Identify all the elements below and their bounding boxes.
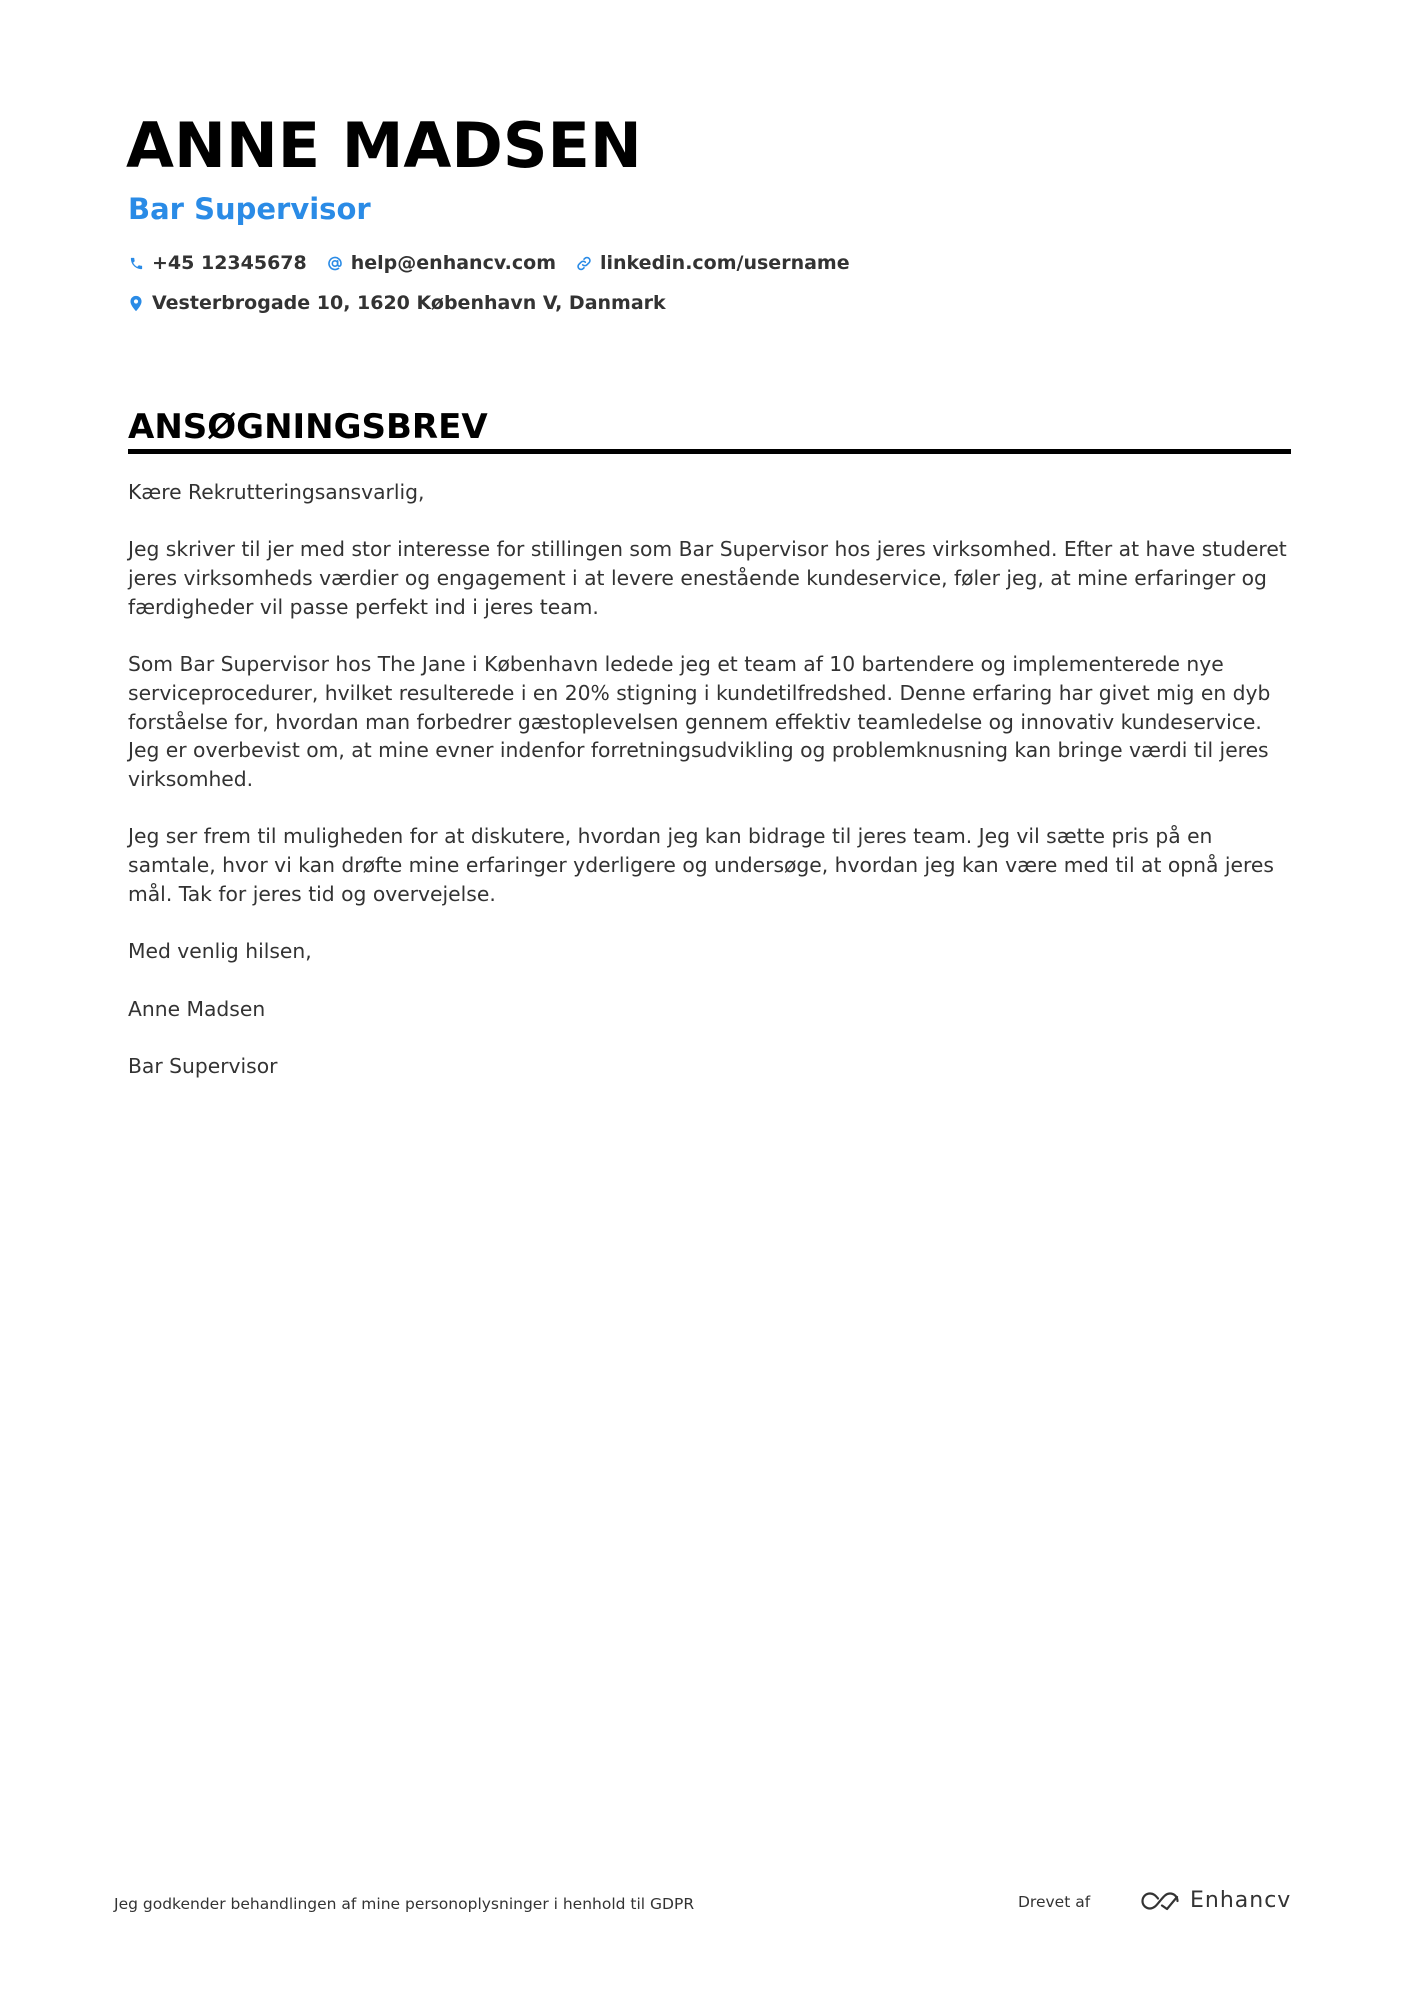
contact-phone [128, 252, 307, 274]
contact-email[interactable] [327, 252, 556, 274]
phone-icon [128, 254, 144, 272]
linkedin-text[interactable]: linkedin.com/username [600, 252, 850, 274]
signature-title: Bar Supervisor [128, 1053, 278, 1078]
letter-paragraph: Jeg ser frem til muligheden for at diskutere, hvordan jeg kan bidrage til jeres team. Jeg vil sætte pris på en samtale, hvor vi kan drøfte mine erfaringer yderligere og undersøge, hvordan jeg kan være med til at opnå jeres mål. Tak for jeres tid og overvejelse. [128, 824, 1274, 906]
gdpr-consent-text: Jeg godkender behandlingen af mine personoplysninger i henhold til GDPR [114, 1895, 695, 1913]
email-text[interactable]: help@enhancv.com [350, 252, 556, 274]
infinity-logo-icon [1138, 1889, 1182, 1913]
section-divider [128, 449, 1291, 454]
applicant-name: ANNE MADSEN [126, 109, 642, 182]
letter-paragraph: Jeg skriver til jer med stor interesse for stillingen som Bar Supervisor hos jeres virksomhed. Efter at have studeret jeres virksomheds værdier og engagement i at levere enestående kundeservice, føler jeg, at mine erfaringer og færdigheder vil passe perfekt ind i jeres team. [128, 537, 1287, 619]
link-icon [576, 254, 592, 272]
enhancv-logo[interactable] [1138, 1888, 1291, 1913]
section-heading: ANSØGNINGSBREV [128, 407, 488, 447]
contact-row-primary [128, 252, 850, 274]
letter-greeting: Kære Rekrutteringsansvarlig, [128, 480, 425, 504]
contact-linkedin[interactable] [576, 252, 850, 274]
applicant-job-title: Bar Supervisor [128, 192, 371, 226]
address-text: Vesterbrogade 10, 1620 København V, Danmark [152, 292, 666, 314]
letter-body [128, 478, 1298, 1109]
contact-row-address [128, 292, 666, 314]
letter-paragraph: Som Bar Supervisor hos The Jane i København ledede jeg et team af 10 bartendere og implementerede nye serviceprocedurer, hvilket resulterede i en 20% stigning i kundetilfredshed. Denne erfaring har givet mig en dyb forståelse for, hvordan man forbedrer gæstoplevelsen gennem effektiv teamledelse og innovativ kundeservice. Jeg er overbevist om, at mine evner indenfor forretningsudvikling og problemknusning kan bringe værdi til jeres virksomhed. [128, 652, 1271, 791]
contact-address [128, 292, 666, 314]
at-icon [327, 254, 343, 272]
signature-name: Anne Madsen [128, 996, 266, 1021]
phone-text: +45 12345678 [152, 252, 307, 274]
enhancv-brand-text: Enhancv [1190, 1888, 1292, 1913]
map-pin-icon [128, 294, 144, 312]
letter-closing: Med venlig hilsen, [128, 939, 312, 964]
powered-by-label: Drevet af [1018, 1893, 1091, 1911]
